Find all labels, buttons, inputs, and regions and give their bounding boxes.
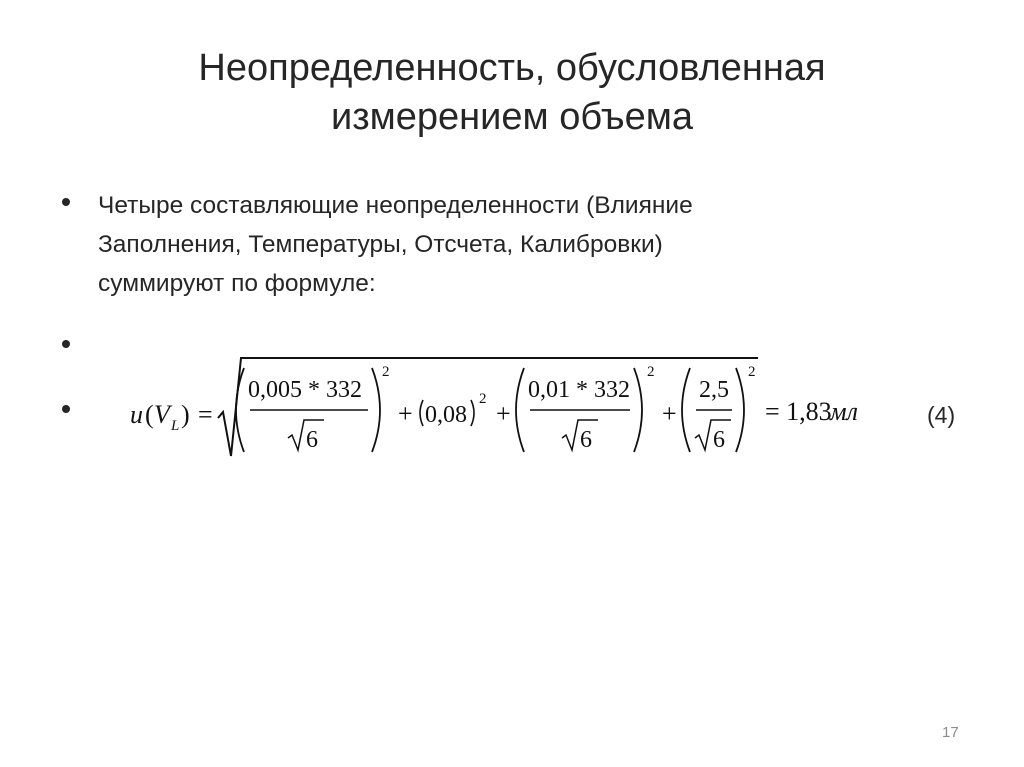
slide-title-line-1: Неопределенность, обусловленная xyxy=(198,47,826,89)
formula-term-2-exponent: 2 xyxy=(479,391,487,407)
bullet-text-1 xyxy=(98,186,918,303)
formula-equals: = xyxy=(198,400,213,429)
bullet-marker-1 xyxy=(62,198,70,206)
formula-term-3-exponent: 2 xyxy=(647,364,655,380)
page-number: 17 xyxy=(942,724,959,741)
formula-lhs-v: V xyxy=(154,400,170,429)
formula-plus-1: + xyxy=(398,399,413,428)
formula-lhs-subscript: L xyxy=(171,418,180,434)
equation-number: (4) xyxy=(927,402,956,428)
formula-plus-2: + xyxy=(496,399,511,428)
formula-lhs-open-paren: ( xyxy=(145,400,154,429)
formula-term-1-numerator: 0,005 * 332 xyxy=(248,377,362,403)
slide-title-line-2: измерением объема xyxy=(331,96,693,138)
formula-plus-3: + xyxy=(662,399,677,428)
formula-term-2-value: 0,08 xyxy=(425,402,467,428)
slide-title xyxy=(0,44,1024,142)
bullet-marker-2 xyxy=(62,340,70,348)
formula-term-4-exponent: 2 xyxy=(748,364,756,380)
bullet-1-line-2: Заполнения, Температуры, Отсчета, Калибровки) xyxy=(98,231,663,258)
uncertainty-formula xyxy=(110,350,880,465)
formula-term-1-exponent: 2 xyxy=(382,364,390,380)
formula-term-4-numerator: 2,5 xyxy=(699,377,729,403)
formula-unit: мл xyxy=(830,397,858,426)
formula-term-4-denominator: 6 xyxy=(713,427,725,453)
formula-term-3-right-paren xyxy=(634,368,642,452)
bullet-marker-3 xyxy=(62,405,70,413)
formula-term-1-right-paren xyxy=(372,368,380,452)
formula-term-4-right-paren xyxy=(736,368,744,452)
formula-term-2-left-paren xyxy=(420,400,423,426)
bullet-1-line-3: суммируют по формуле: xyxy=(98,270,376,297)
formula-term-4-left-paren xyxy=(682,368,690,452)
formula-term-1-denominator: 6 xyxy=(306,427,318,453)
formula-term-1-left-paren xyxy=(236,368,244,452)
formula-lhs-close-paren: ) xyxy=(181,400,190,429)
formula-term-3-left-paren xyxy=(516,368,524,452)
bullet-1-line-1: Четыре составляющие неопределенности (Влияние xyxy=(98,192,693,219)
formula-term-2-right-paren xyxy=(471,400,474,426)
formula-result: = 1,83 xyxy=(765,397,832,426)
formula-term-3-numerator: 0,01 * 332 xyxy=(528,377,630,403)
formula-lhs-u: u xyxy=(130,400,143,429)
formula-term-3-denominator: 6 xyxy=(580,427,592,453)
